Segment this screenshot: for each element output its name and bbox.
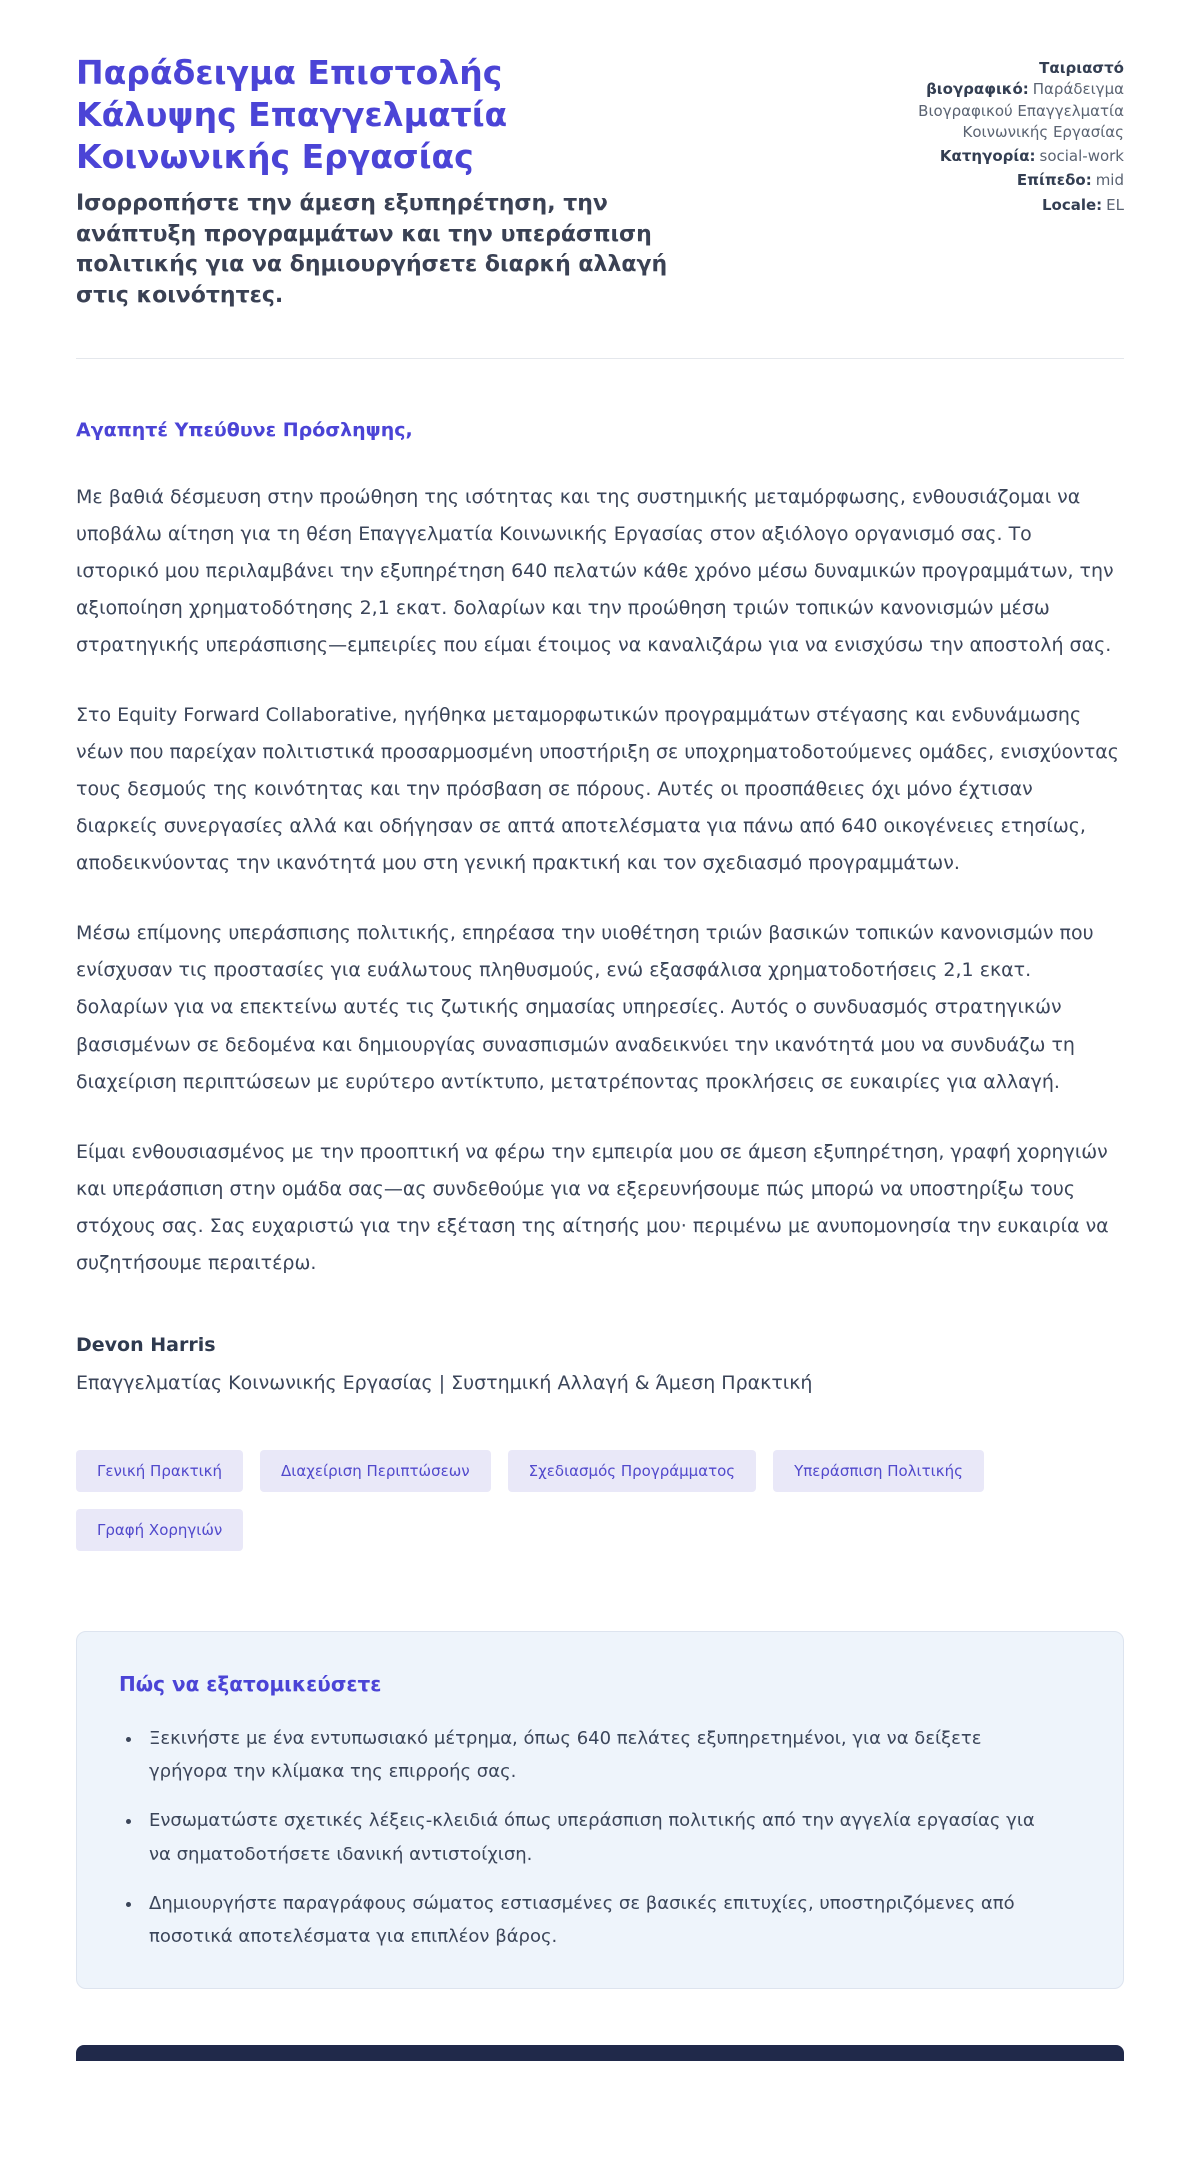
header-title-block (76, 52, 706, 312)
page-subtitle: Ισορροπήστε την άμεση εξυπηρέτηση, την ανάπτυξη προγραμμάτων και την υπεράσπιση πολιτικής για να δημιουργήσετε διαρκή αλλαγή στις κοινότητες. (76, 190, 668, 309)
customize-bullet-3: • Δημιουργήστε παραγράφους σώματος εστιασμένες σε βασικές επιτυχίες, υποστηριζόμενες από ποσοτικά αποτελέσματα για επιπλέον βάρος. (143, 1887, 1043, 1954)
letter-paragraph-4: Είμαι ενθουσιασμένος με την προοπτική να φέρω την εμπειρία μου σε άμεση εξυπηρέτηση, γραφή χορηγιών και υπεράσπιση στην ομάδα σας—ας συνδεθούμε για να εξερευνήσουμε πώς μπορώ να υποστηρίξω τους στόχους σας. Σας ευχαριστώ για την εξέταση της αίτησής μου· περιμένω με ανυπομονησία την ευκαιρία να συζητήσουμε περαιτέρω. (76, 1140, 1109, 1274)
tag-chip-grant-writing: Γραφή Χορηγιών (76, 1509, 243, 1551)
next-section-top-edge (76, 2045, 1124, 2061)
meta-category-value: social-work (1039, 147, 1124, 166)
meta-category-label: Κατηγορία: (939, 147, 1036, 166)
customize-title: Πώς να εξατομικεύσετε (119, 1671, 382, 1696)
signature-title: Επαγγελματίας Κοινωνικής Εργασίας | Συστημική Αλλαγή & Άμεση Πρακτική (76, 1371, 813, 1394)
page-container (76, 0, 1124, 2061)
meta-panel (874, 52, 1124, 219)
letter-paragraph-2: Στο Equity Forward Collaborative, ηγήθηκα μεταμορφωτικών προγραμμάτων στέγασης και ενδυνάμωσης νέων που παρείχαν πολιτιστικά προσαρμοσμένη υποστήριξη σε υποχρηματοδοτούμενες ομάδες, ενισχύοντας τους δεσμούς της κοινότητας και την πρόσβαση σε πόρους. Αυτές οι προσπάθειες όχι μόνο έχτισαν διαρκείς συνεργασίες αλλά και οδήγησαν σε απτά αποτελέσματα για πάνω από 640 οικογένειες ετησίως, αποδεικνύοντας την ικανότητά μου στη γενική πρακτική και τον σχεδιασμό προγραμμάτων. (76, 704, 1119, 875)
signature-name: Devon Harris (76, 1333, 216, 1356)
meta-matching-resume-label: Ταιριαστό βιογραφικό: (926, 59, 1124, 99)
page-title: Παράδειγμα Επιστολής Κάλυψης Επαγγελματία Κοινωνικής Εργασίας (76, 53, 508, 177)
meta-matching-resume (874, 58, 1124, 143)
meta-category (874, 146, 1124, 167)
meta-matching-resume-value: Παράδειγμα Βιογραφικού Επαγγελματία Κοινωνικής Εργασίας (918, 80, 1124, 141)
meta-level (874, 170, 1124, 191)
meta-locale (874, 195, 1124, 216)
letter-body (76, 419, 1124, 1394)
tag-chip-policy-advocacy: Υπεράσπιση Πολιτικής (773, 1450, 984, 1492)
meta-locale-value: EL (1106, 195, 1124, 214)
tag-chip-case-management: Διαχείριση Περιπτώσεων (260, 1450, 491, 1492)
meta-level-value: mid (1095, 171, 1124, 190)
customize-bullet-2: • Ενσωματώστε σχετικές λέξεις-κλειδιά όπως υπεράσπιση πολιτικής από την αγγελία εργασίας για να σηματοδοτήσετε ιδανική αντιστοίχιση. (143, 1804, 1043, 1871)
customize-bullet-1: • Ξεκινήστε με ένα εντυπωσιακό μέτρημα, όπως 640 πελάτες εξυπηρετημένοι, για να δείξετε γρήγορα την κλίμακα της επιρροής σας. (143, 1722, 1043, 1789)
customize-bullet-list (119, 1722, 1081, 1954)
tag-chip-general-practice: Γενική Πρακτική (76, 1450, 243, 1492)
tag-chip-program-design: Σχεδιασμός Προγράμματος (508, 1450, 756, 1492)
customize-box (76, 1631, 1124, 1989)
letter-greeting: Αγαπητέ Υπεύθυνε Πρόσληψης, (76, 418, 413, 441)
tag-list (76, 1450, 1076, 1551)
meta-locale-label: Locale: (1041, 195, 1103, 214)
letter-paragraph-1: Με βαθιά δέσμευση στην προώθηση της ισότητας και της συστημικής μεταμόρφωσης, ενθουσιάζομαι να υποβάλω αίτηση για τη θέση Επαγγελματία Κοινωνικής Εργασίας στον αξιόλογο οργανισμό σας. Το ιστορικό μου περιλαμβάνει την εξυπηρέτηση 640 πελατών κάθε χρόνο μέσω δυναμικών προγραμμάτων, την αξιοποίηση χρηματοδότησης 2,1 εκατ. δολαρίων και την προώθηση τριών τοπικών κανονισμών μέσω στρατηγικής υπεράσπισης—εμπειρίες που είμαι έτοιμος να καναλιζάρω για να ενισχύσω την αποστολή σας. (76, 485, 1114, 657)
letter-paragraph-3: Μέσω επίμονης υπεράσπισης πολιτικής, επηρέασα την υιοθέτηση τριών βασικών τοπικών κανονισμών που ενίσχυσαν τις προστασίες για ευάλωτους πληθυσμούς, ενώ εξασφάλισα χρηματοδοτήσεις 2,1 εκατ. δολαρίων για να επεκτείνω αυτές τις ζωτικής σημασίας υπηρεσίες. Αυτός ο συνδυασμός στρατηγικών βασισμένων σε δεδομένα και δημιουργίας συνασπισμών αναδεικνύει την ικανότητά μου να συνδυάζω τη διαχείριση περιπτώσεων με ευρύτερο αντίκτυπο, μετατρέποντας προκλήσεις σε ευκαιρίες για αλλαγή. (76, 922, 1094, 1093)
meta-level-label: Επίπεδο: (1016, 171, 1092, 190)
header (76, 52, 1124, 312)
divider (76, 358, 1124, 359)
